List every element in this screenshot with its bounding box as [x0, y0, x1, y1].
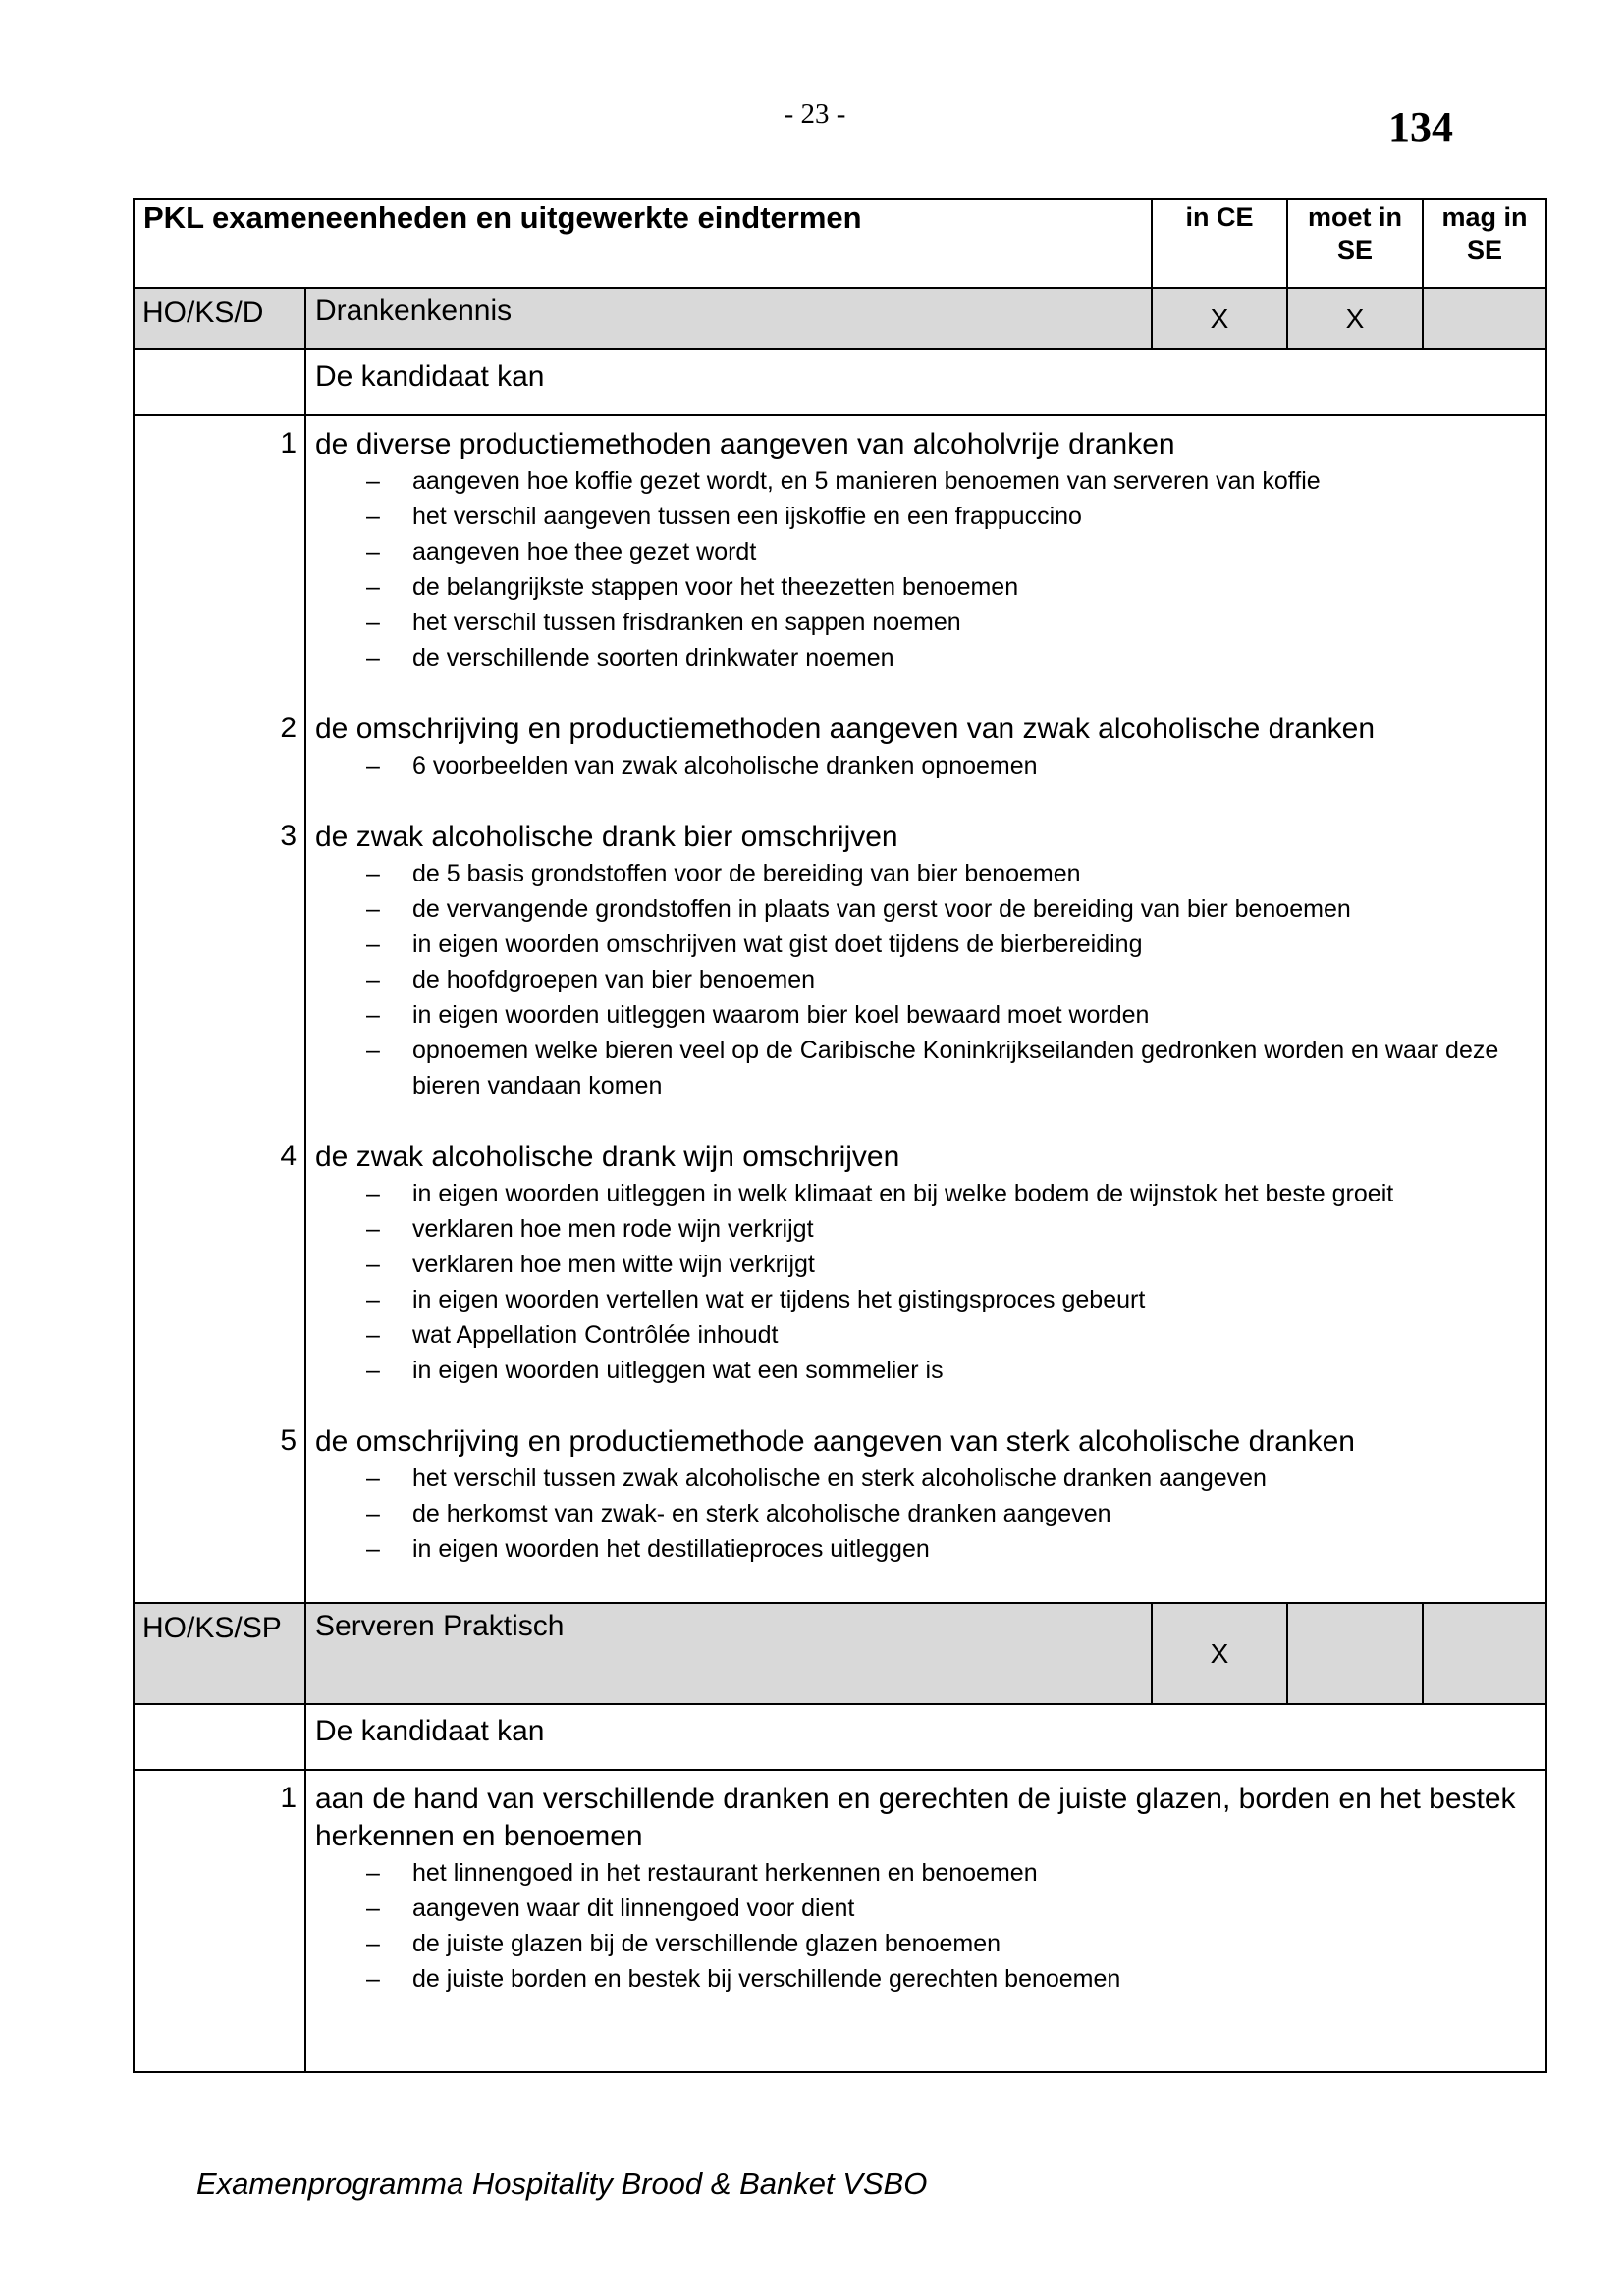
sub-term-item [315, 1247, 1545, 1282]
sub-term-text: de belangrijkste stappen voor het theezetten benoemen [412, 573, 1019, 601]
sub-term-text: het verschil tussen zwak alcoholische en sterk alcoholische dranken aangeven [412, 1465, 1267, 1492]
sub-term-text: aangeven hoe koffie gezet wordt, en 5 manieren benoemen van serveren van koffie [412, 467, 1321, 495]
dash-bullet-icon: – [366, 573, 380, 601]
sub-term-item [315, 1531, 1545, 1567]
column-header-in-ce: in CE [1152, 199, 1287, 288]
dash-bullet-icon: – [366, 966, 380, 993]
dash-bullet-icon: – [366, 1215, 380, 1243]
term-title: de omschrijving en productiemethode aangeven van sterk alcoholische dranken [315, 1425, 1355, 1458]
document-number: 134 [1388, 103, 1453, 151]
sub-term-item [315, 1961, 1545, 1997]
sub-term-text: het linnengoed in het restaurant herkennen en benoemen [412, 1859, 1038, 1887]
term-title: aan de hand van verschillende dranken en gerechten de juiste glazen, borden en het bestek herkennen en benoemen [315, 1783, 1516, 1852]
dash-bullet-icon: – [366, 467, 380, 495]
sub-term-item [315, 856, 1545, 891]
table-header-row [134, 199, 1546, 288]
final-term [315, 1781, 1545, 1997]
sub-term-item [315, 1353, 1545, 1388]
moet-in-se-mark: X [1287, 288, 1423, 349]
sub-term-text: verklaren hoe men rode wijn verkrijgt [412, 1215, 814, 1243]
dash-bullet-icon: – [366, 931, 380, 958]
sub-term-item [315, 1033, 1545, 1103]
page-number: - 23 - [784, 98, 846, 130]
in-ce-mark: X [1152, 1603, 1287, 1704]
page-footer: Examenprogramma Hospitality Brood & Banket VSBO [196, 2166, 928, 2201]
sub-term-text: de verschillende soorten drinkwater noemen [412, 644, 894, 671]
sub-term-text: in eigen woorden het destillatieproces uitleggen [412, 1535, 930, 1563]
final-term [315, 426, 1545, 675]
sub-term-list [315, 463, 1545, 675]
sub-term-list [315, 1461, 1545, 1567]
dash-bullet-icon: – [366, 1465, 380, 1492]
sub-term-item [315, 499, 1545, 534]
sub-term-item [315, 1926, 1545, 1961]
section-code: HO/KS/SP [134, 1603, 305, 1704]
sub-term-text: in eigen woorden uitleggen wat een sommelier is [412, 1357, 944, 1384]
dash-bullet-icon: – [366, 752, 380, 779]
dash-bullet-icon: – [366, 1965, 380, 1993]
sub-term-item [315, 927, 1545, 962]
terms-row [134, 415, 1546, 1603]
terms-cell [305, 415, 1546, 1603]
sub-term-item [315, 748, 1545, 783]
sub-term-text: de 5 basis grondstoffen voor de bereiding van bier benoemen [412, 860, 1081, 887]
sub-term-text: in eigen woorden vertellen wat er tijdens het gistingsproces gebeurt [412, 1286, 1146, 1313]
term-title: de diverse productiemethoden aangeven van alcoholvrije dranken [315, 428, 1175, 460]
intro-text: De kandidaat kan [305, 349, 1546, 415]
section-name: Serveren Praktisch [305, 1603, 1152, 1704]
dash-bullet-icon: – [366, 503, 380, 530]
dash-bullet-icon: – [366, 609, 380, 636]
term-number: 2 [280, 712, 297, 744]
final-term [315, 1423, 1545, 1567]
sub-term-text: in eigen woorden uitleggen in welk klimaat en bij welke bodem de wijnstok het beste groeit [412, 1180, 1394, 1207]
intro-code-cell [134, 349, 305, 415]
sub-term-text: in eigen woorden omschrijven wat gist doet tijdens de bierbereiding [412, 931, 1143, 958]
dash-bullet-icon: – [366, 1180, 380, 1207]
intro-row [134, 349, 1546, 415]
table-title: PKL exameneenheden en uitgewerkte eindtermen [134, 199, 1152, 288]
column-header-mag-in-se: mag in SE [1423, 199, 1546, 288]
dash-bullet-icon: – [366, 538, 380, 565]
dash-bullet-icon: – [366, 1500, 380, 1527]
terms-cell [305, 1770, 1546, 2072]
term-number: 1 [280, 427, 297, 459]
sub-term-text: de hoofdgroepen van bier benoemen [412, 966, 816, 993]
term-number: 3 [280, 820, 297, 852]
sub-term-item [315, 1461, 1545, 1496]
section-code: HO/KS/D [134, 288, 305, 349]
dash-bullet-icon: – [366, 1859, 380, 1887]
sub-term-text: aangeven hoe thee gezet wordt [412, 538, 757, 565]
column-header-moet-in-se: moet in SE [1287, 199, 1423, 288]
term-title: de zwak alcoholische drank wijn omschrijven [315, 1141, 900, 1173]
term-numbers-cell [134, 415, 305, 1603]
dash-bullet-icon: – [366, 1286, 380, 1313]
dash-bullet-icon: – [366, 1037, 380, 1064]
dash-bullet-icon: – [366, 860, 380, 887]
sub-term-text: de juiste borden en bestek bij verschillende gerechten benoemen [412, 1965, 1121, 1993]
term-numbers-cell [134, 1770, 305, 2072]
sub-term-text: wat Appellation Contrôlée inhoudt [412, 1321, 779, 1349]
sub-term-text: in eigen woorden uitleggen waarom bier koel bewaard moet worden [412, 1001, 1150, 1029]
sub-term-text: het verschil tussen frisdranken en sappen noemen [412, 609, 961, 636]
intro-text: De kandidaat kan [305, 1704, 1546, 1770]
sub-term-list [315, 748, 1545, 783]
sub-term-text: de vervangende grondstoffen in plaats van gerst voor de bereiding van bier benoemen [412, 895, 1351, 923]
sub-term-item [315, 1176, 1545, 1211]
final-term [315, 1139, 1545, 1388]
dash-bullet-icon: – [366, 895, 380, 923]
mag-in-se-mark [1423, 1603, 1546, 1704]
dash-bullet-icon: – [366, 1930, 380, 1957]
dash-bullet-icon: – [366, 1895, 380, 1922]
sub-term-item [315, 1211, 1545, 1247]
dash-bullet-icon: – [366, 1001, 380, 1029]
term-number: 1 [280, 1782, 297, 1814]
sub-term-text: aangeven waar dit linnengoed voor dient [412, 1895, 855, 1922]
dash-bullet-icon: – [366, 1357, 380, 1384]
sub-term-item [315, 534, 1545, 569]
mag-in-se-mark [1423, 288, 1546, 349]
sub-term-item [315, 997, 1545, 1033]
in-ce-mark: X [1152, 288, 1287, 349]
sub-term-item [315, 962, 1545, 997]
dash-bullet-icon: – [366, 1321, 380, 1349]
dash-bullet-icon: – [366, 644, 380, 671]
sub-term-item [315, 1282, 1545, 1317]
section-row [134, 288, 1546, 349]
section-name: Drankenkennis [305, 288, 1152, 349]
sub-term-text: de juiste glazen bij de verschillende glazen benoemen [412, 1930, 1001, 1957]
exam-units-table [133, 198, 1547, 2073]
sub-term-item [315, 569, 1545, 605]
sub-term-item [315, 891, 1545, 927]
dash-bullet-icon: – [366, 1535, 380, 1563]
sub-term-text: het verschil aangeven tussen een ijskoffie en een frappuccino [412, 503, 1082, 530]
terms-row [134, 1770, 1546, 2072]
dash-bullet-icon: – [366, 1251, 380, 1278]
sub-term-text: verklaren hoe men witte wijn verkrijgt [412, 1251, 815, 1278]
sub-term-item [315, 1317, 1545, 1353]
moet-in-se-mark [1287, 1603, 1423, 1704]
final-term [315, 711, 1545, 783]
term-title: de zwak alcoholische drank bier omschrijven [315, 821, 898, 853]
sub-term-text: de herkomst van zwak- en sterk alcoholische dranken aangeven [412, 1500, 1111, 1527]
section-row [134, 1603, 1546, 1704]
sub-term-item [315, 605, 1545, 640]
sub-term-text: 6 voorbeelden van zwak alcoholische dranken opnoemen [412, 752, 1038, 779]
sub-term-item [315, 640, 1545, 675]
sub-term-list [315, 856, 1545, 1103]
final-term [315, 819, 1545, 1103]
sub-term-list [315, 1176, 1545, 1388]
sub-term-item [315, 1891, 1545, 1926]
intro-row [134, 1704, 1546, 1770]
sub-term-item [315, 1855, 1545, 1891]
term-number: 4 [280, 1140, 297, 1172]
term-title: de omschrijving en productiemethoden aangeven van zwak alcoholische dranken [315, 713, 1376, 745]
intro-code-cell [134, 1704, 305, 1770]
term-number: 5 [280, 1424, 297, 1457]
sub-term-item [315, 1496, 1545, 1531]
sub-term-item [315, 463, 1545, 499]
sub-term-list [315, 1855, 1545, 1997]
sub-term-text: opnoemen welke bieren veel op de Caribische Koninkrijkseilanden gedronken worden en waar deze bieren vandaan komen [412, 1037, 1499, 1099]
